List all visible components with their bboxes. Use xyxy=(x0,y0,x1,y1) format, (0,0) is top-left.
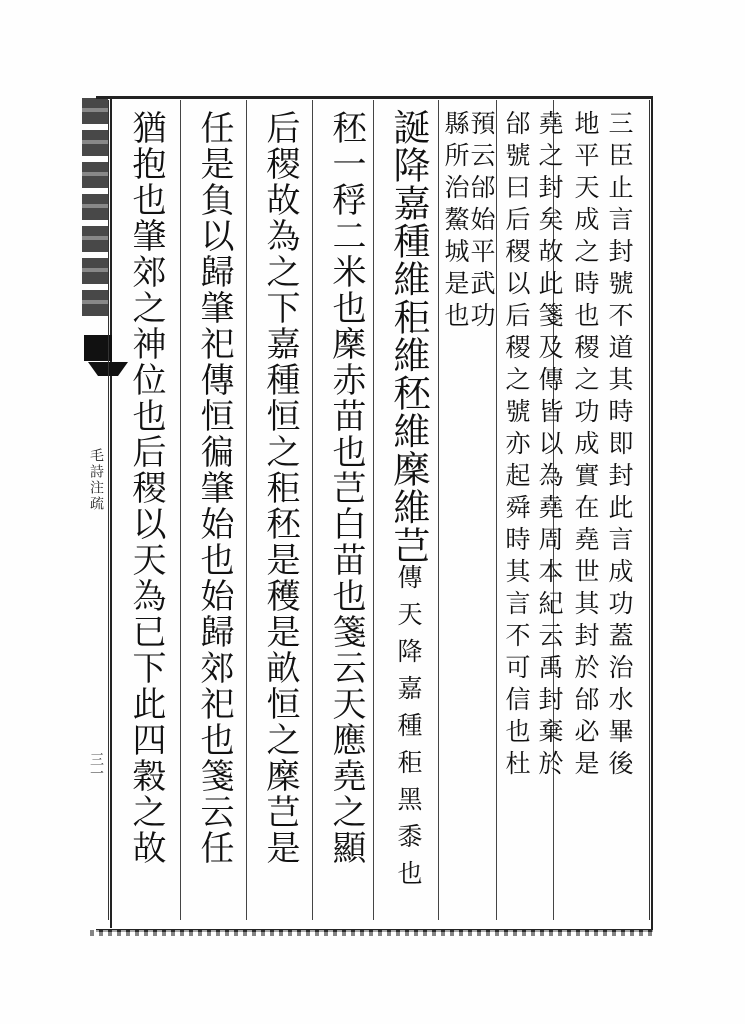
column-rule xyxy=(312,100,313,920)
verse-commentary: 傳天降嘉種秬黑黍也 xyxy=(394,564,423,897)
text-column-9: 后稷故為之下嘉種恒之秬秠是穫是畝恒之穈芑是 xyxy=(260,110,300,866)
text-column-5: 預云邰始平武功 xyxy=(467,110,496,334)
column-rule xyxy=(496,100,497,920)
column-rule xyxy=(246,100,247,920)
page-frame-inner xyxy=(108,100,650,920)
verse-text: 誕降嘉種維秬維秠維穈維芑 xyxy=(387,108,430,564)
scan-edge xyxy=(90,930,655,936)
text-column-10: 任是負以歸肇祀傳恒徧肇始也始歸郊祀也箋云任 xyxy=(194,110,234,866)
text-column-3: 堯之封矣故此箋及傳皆以為堯周本紀云禹封棄於 xyxy=(535,110,564,782)
text-column-1: 三臣止言封號不道其時即封此言成功蓋治水畢後 xyxy=(605,110,634,782)
column-rule xyxy=(438,100,439,920)
text-column-8: 秠一稃二米也穈赤苗也芑白苗也箋云天應堯之顯 xyxy=(326,110,366,866)
margin-page-number: 三一 xyxy=(88,752,104,780)
text-column-6: 縣所治鰲城是也 xyxy=(441,110,470,334)
text-column-11: 猶抱也肇郊之神位也后稷以天為已下此四穀之故 xyxy=(126,110,166,866)
text-column-4: 邰號曰后稷以后稷之號亦起舜時其言不可信也杜 xyxy=(502,110,531,782)
verse-column xyxy=(386,108,430,897)
column-rule xyxy=(180,100,181,920)
margin-book-title: 毛詩注疏 xyxy=(88,448,104,512)
text-column-2: 地平天成之時也稷之功成實在堯世其封於邰必是 xyxy=(571,110,600,782)
column-rule xyxy=(373,100,374,920)
